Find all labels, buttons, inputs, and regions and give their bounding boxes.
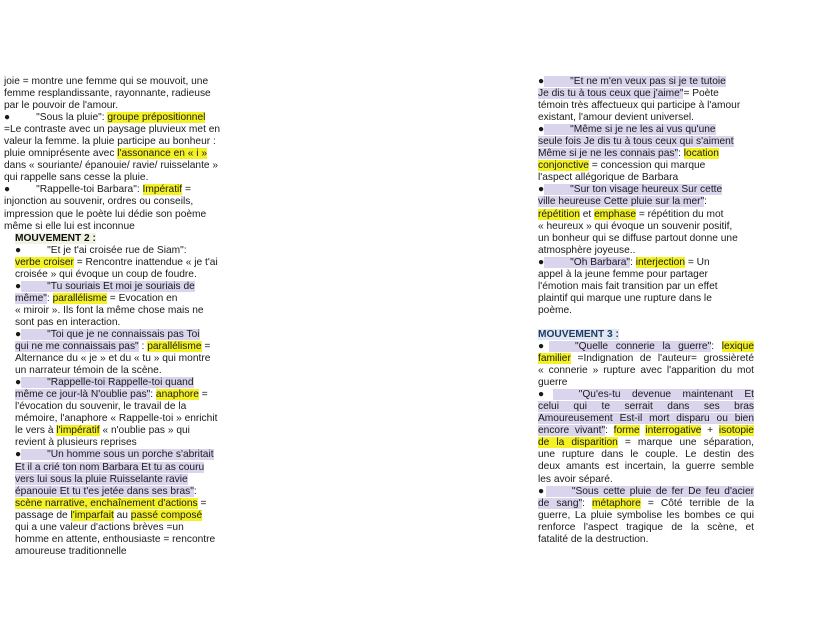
- highlight-purple: "Toi que je ne connaissais pas Toi: [21, 329, 199, 340]
- spacer: [538, 317, 754, 329]
- text-line: existant, l'amour devient universel.: [538, 112, 694, 124]
- text-line: même ce jour-là N'oublie pas": anaphore =: [15, 389, 208, 401]
- text-line: témoin très affectueux qui participe à l'amour: [538, 100, 741, 112]
- text-line: renforce l'aspect tragique de la scène, et: [538, 521, 754, 533]
- text-line: appel à la jeune femme pour partager: [538, 268, 708, 280]
- highlight-yellow: groupe prépositionnel: [107, 112, 206, 124]
- highlight-yellow: emphase: [594, 208, 637, 220]
- highlight-yellow: forme: [613, 425, 640, 437]
- highlight-purple: "Rappelle-toi Rappelle-toi quand: [21, 377, 193, 388]
- text-line: un narrateur témoin de la scène.: [15, 365, 162, 377]
- highlight-yellow: anaphore: [155, 389, 199, 401]
- text-line: même": parallélisme = Evocation en: [15, 292, 178, 304]
- text-line: conjonctive = concession qui marque: [538, 160, 706, 172]
- bullet-icon: ●: [538, 340, 550, 352]
- list-item: [538, 124, 754, 136]
- bullet-icon: ●: [15, 280, 22, 292]
- text-line: de la disparition = marque une séparation,: [538, 437, 754, 449]
- bullet-icon: ●: [4, 112, 11, 124]
- text-line: [538, 401, 754, 413]
- list-item: [538, 184, 754, 196]
- highlight-purple: ville heureuse Cette pluie sur la mer": [538, 196, 705, 208]
- bullet-icon: ●: [15, 377, 22, 389]
- text-line: dans « souriante/ épanouie/ ravie/ ruisselante »: [4, 160, 219, 172]
- text-line: [538, 413, 754, 425]
- bullet-icon: ●: [15, 244, 22, 256]
- text-line: l'émotion mais fait transition par un effet: [538, 280, 718, 292]
- highlight-yellow: l'impératif: [56, 425, 100, 437]
- section-heading-mouvement-2: MOUVEMENT 2 :: [15, 232, 96, 244]
- text-line: deux amants est incertain, la guerre semble: [538, 461, 754, 473]
- text-line: sont pas en interaction.: [15, 316, 121, 328]
- text-line: de sang": métaphore = Côté terrible de la: [538, 497, 754, 509]
- text-line: femme resplandissante, rayonnante, radieuse: [4, 88, 211, 100]
- list-item: ● "Et je t'ai croisée rue de Siam":: [15, 244, 187, 256]
- highlight-purple: épanouie Et tu t'es jetée dans ses bras": [15, 485, 194, 497]
- text-line: « heureux » qui évoque un souvenir positif,: [538, 220, 733, 232]
- text-line: amoureuse traditionnelle: [15, 545, 127, 557]
- highlight-purple: "Sous cette pluie de fer De feu d'acier: [546, 486, 754, 497]
- highlight-purple: qui ne me connaissais pas": [15, 341, 139, 353]
- highlight-purple: "Oh Barbara": [544, 257, 630, 268]
- text-line: qui rappelle sans cesse la pluie.: [4, 172, 149, 184]
- text-line: Même si je ne les connais pas": location: [538, 148, 719, 160]
- text-line: pluie omniprésente avec l'assonance en « i »: [4, 148, 207, 160]
- highlight-yellow: parallélisme: [52, 292, 107, 304]
- list-item: [538, 389, 754, 401]
- highlight-yellow: location: [683, 148, 719, 160]
- text-line: injonction au souvenir, ordres ou conseils,: [4, 196, 194, 208]
- highlight-yellow: conjonctive: [538, 160, 589, 172]
- highlight-purple: encore vivant": [538, 425, 606, 437]
- text-line: l'évocation du souvenir, le travail de la: [15, 401, 187, 413]
- text-line: impression que le poète lui dédie son poème: [4, 208, 207, 220]
- bullet-icon: ●: [538, 256, 545, 268]
- highlight-purple: "Sur ton visage heureux Sur cette: [544, 184, 722, 195]
- list-item: ● "Oh Barbara": interjection = Un: [538, 256, 710, 268]
- highlight-yellow: interrogative: [645, 425, 702, 437]
- text-line: le vers à l'impératif « n'oublie pas » qui: [15, 425, 190, 437]
- text-line: « connerie » rupture avec l'apparition du mot: [538, 365, 754, 377]
- text-line: même si elle lui est inconnue: [4, 220, 135, 232]
- right-column: [538, 76, 754, 546]
- text-line: revient à plusieurs reprises: [15, 437, 137, 449]
- text-line: [15, 462, 228, 474]
- highlight-purple: Je dis tu à tous ceux que j'aime": [538, 88, 684, 100]
- text-line: « miroir ». Ils font la même chose mais ne: [15, 304, 204, 316]
- text-line: ville heureuse Cette pluie sur la mer":: [538, 196, 707, 208]
- highlight-yellow: l'imparfait: [70, 509, 114, 521]
- text-line: croisée » qui évoque un coup de foudre.: [15, 268, 197, 280]
- highlight-purple: "Et ne m'en veux pas si je te tutoie: [544, 76, 726, 87]
- bullet-icon: ●: [15, 449, 22, 461]
- highlight-purple: "Quelle connerie la guerre": [549, 341, 711, 352]
- highlight-yellow: passé composé: [130, 509, 203, 521]
- highlight-purple: "Qu'es-tu devenue maintenant Et: [553, 389, 754, 400]
- text-line: Alternance du « je » et du « tu » qui montre: [15, 353, 211, 365]
- list-item: [15, 449, 228, 461]
- highlight-purple: "Même si je ne les ai vus qu'une: [544, 124, 715, 135]
- bullet-icon: ●: [15, 328, 22, 340]
- list-item: ● "Rappelle-toi Barbara": Impératif =: [4, 184, 191, 196]
- highlight-purple: celui qui te serrait dans ses bras: [538, 401, 754, 413]
- text-line: =Le contraste avec un paysage pluvieux met en: [4, 124, 221, 136]
- highlight-purple: vers lui sous la pluie Ruisselante ravie: [15, 473, 188, 485]
- highlight-yellow: familier: [538, 353, 571, 365]
- text-line: mémoire, l'anaphore « Rappelle-toi » enrichit: [15, 413, 218, 425]
- list-item: [15, 281, 228, 293]
- highlight-yellow: répétition: [538, 208, 580, 220]
- text-line: par le pouvoir de l'amour.: [4, 100, 119, 112]
- list-item: ● "Sous la pluie": groupe prépositionnel: [4, 112, 206, 124]
- text-line: l'aspect allégorique de Barbara: [538, 172, 679, 184]
- highlight-purple: Amoureusement Est-il mort disparu ou bien: [538, 413, 754, 425]
- highlight-yellow: isotopie: [718, 425, 754, 437]
- highlight-purple: Et il a crié ton nom Barbara Et tu as couru: [15, 461, 205, 473]
- text-line: passage de l'imparfait au passé composé: [15, 509, 203, 521]
- highlight-yellow: l'assonance en « i »: [117, 148, 207, 160]
- text-line: poème.: [538, 304, 572, 316]
- bullet-icon: ●: [538, 485, 546, 497]
- text-line: joie = montre une femme qui se mouvoit, une: [4, 76, 209, 87]
- text-line: qui ne me connaissais pas" : parallélisme =: [15, 341, 211, 353]
- highlight-yellow: de la disparition: [538, 437, 618, 449]
- text-line: [15, 474, 228, 486]
- text-line: familier =Indignation de l'auteur= grossièreté: [538, 353, 754, 365]
- list-item: [15, 377, 228, 389]
- bullet-icon: ●: [4, 184, 11, 196]
- bullet-icon: ●: [538, 184, 545, 196]
- text-line: épanouie Et tu t'es jetée dans ses bras":: [15, 485, 197, 497]
- bullet-icon: ●: [538, 389, 553, 401]
- text-line: atmosphère joyeuse..: [538, 244, 636, 256]
- text-line: une rupture dans le couple. Le destin des: [538, 449, 754, 461]
- list-item: ● "Quelle connerie la guerre": lexique: [538, 340, 754, 352]
- left-column: [4, 76, 228, 558]
- text-line: verbe croiser = Rencontre inattendue « je t'ai: [15, 256, 218, 268]
- list-item: [538, 76, 754, 88]
- text-line: plaintif qui marque une rupture dans le: [538, 292, 712, 304]
- text-line: encore vivant": forme interrogative + isotopie: [538, 425, 754, 437]
- highlight-purple: même": [15, 292, 47, 304]
- text-line: qui a une valeur d'actions brèves =un: [15, 521, 184, 533]
- text-line: homme en attente, enthousiaste = rencontre: [15, 533, 216, 545]
- text-line: un bonheur qui se diffuse partout donne une: [538, 232, 738, 244]
- highlight-yellow: métaphore: [592, 497, 641, 509]
- bullet-icon: ●: [538, 76, 545, 87]
- text-line: Je dis tu à tous ceux que j'aime"= Poète: [538, 88, 719, 100]
- highlight-yellow: Impératif: [142, 184, 183, 196]
- text-line: [538, 136, 754, 148]
- list-item: [538, 486, 754, 498]
- highlight-yellow: scène narrative, enchaînement d'actions: [15, 497, 198, 509]
- text-line: scène narrative, enchaînement d'actions =: [15, 497, 207, 509]
- highlight-purple: seule fois Je dis tu à tous ceux qui s'aiment: [538, 136, 734, 148]
- highlight-purple: "Un homme sous un porche s'abritait: [21, 449, 213, 460]
- highlight-purple: même ce jour-là N'oublie pas": [15, 389, 151, 401]
- highlight-yellow: lexique: [721, 340, 754, 352]
- section-heading-mouvement-3: MOUVEMENT 3 :: [538, 328, 619, 340]
- text-line: guerre, La pluie symbolise les bombes ce qui: [538, 509, 754, 521]
- text-line: répétition et emphase = répétition du mot: [538, 208, 724, 220]
- list-item: [15, 329, 228, 341]
- text-line: les avoir séparé.: [538, 473, 613, 485]
- text-line: fatalité de la destruction.: [538, 533, 649, 545]
- text-line: guerre: [538, 377, 568, 389]
- highlight-purple: "Tu souriais Et moi je souriais de: [21, 281, 195, 292]
- highlight-yellow: interjection: [635, 256, 686, 268]
- highlight-yellow: verbe croiser: [15, 256, 74, 268]
- highlight-purple: de sang": [538, 497, 583, 509]
- mouvement-2-content: [4, 245, 228, 558]
- text-line: valeur la femme. la pluie participe au bonheur :: [4, 136, 216, 148]
- bullet-icon: ●: [538, 124, 545, 136]
- highlight-purple: Même si je ne les connais pas": [538, 148, 679, 160]
- highlight-yellow: parallélisme: [147, 341, 202, 353]
